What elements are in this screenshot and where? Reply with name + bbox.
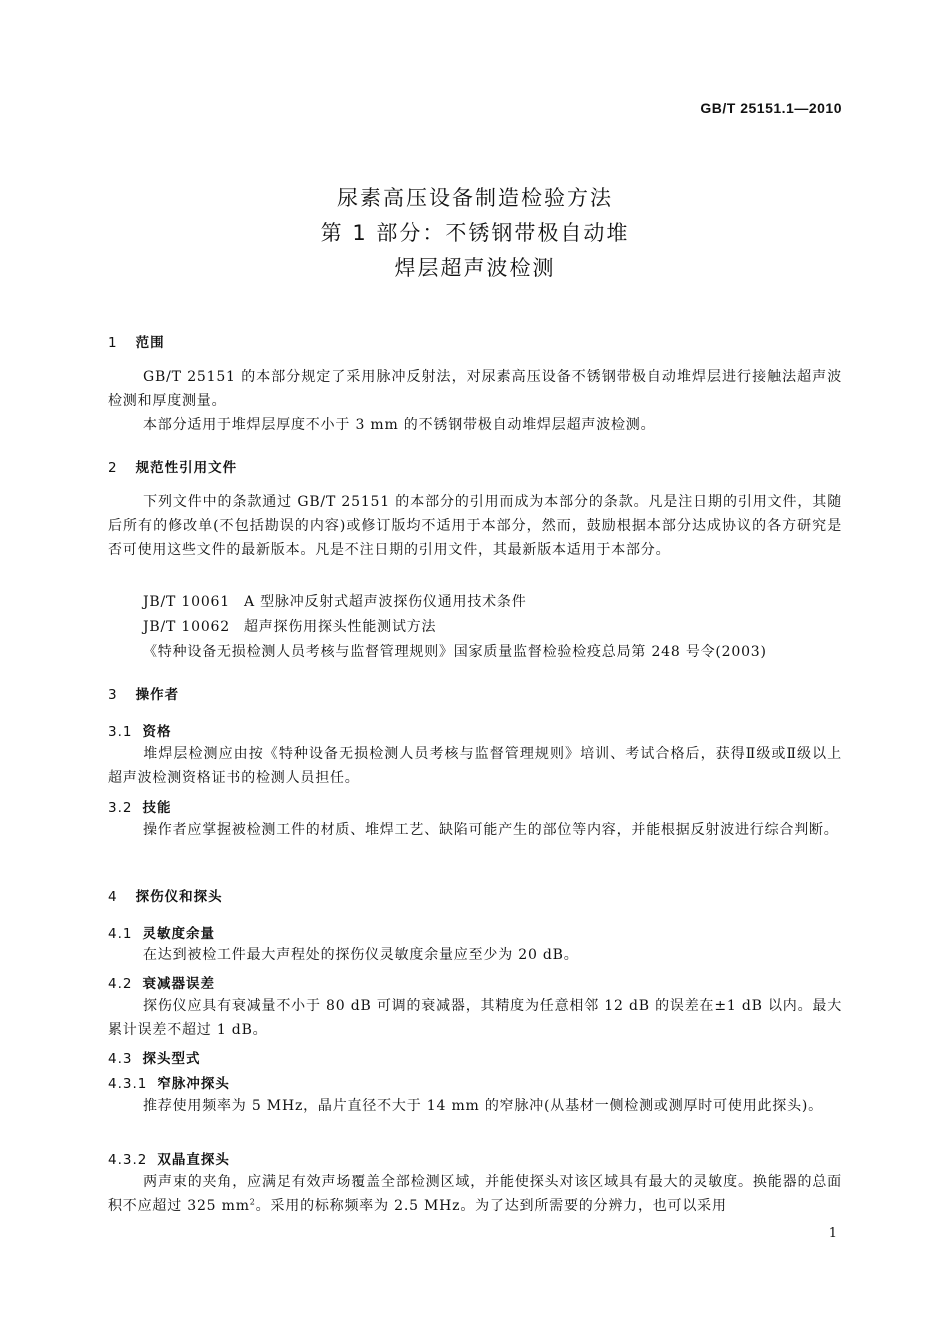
reference-title: 《特种设备无损检测人员考核与监督管理规则》国家质量监督检验检疫总局第 248 号令(2003) bbox=[143, 644, 767, 660]
section-1-heading bbox=[108, 331, 165, 351]
reference-item bbox=[108, 615, 842, 639]
section-number: 2 bbox=[108, 460, 118, 476]
section-number: 3.2 bbox=[108, 800, 133, 816]
section-number: 4.3.1 bbox=[108, 1076, 148, 1092]
subsection-3-1-heading bbox=[108, 720, 171, 740]
subsection-4-2-paragraph: 探伤仪应具有衰减量不小于 80 dB 可调的衰减器，其精度为任意相邻 12 dB 的误差在±1 dB 以内。最大累计误差不超过 1 dB。 bbox=[108, 998, 842, 1038]
subsection-4-2-heading bbox=[108, 972, 215, 992]
section-title: 技能 bbox=[142, 800, 172, 816]
section-title: 探伤仪和探头 bbox=[135, 889, 223, 905]
reference-title: A 型脉冲反射式超声波探伤仪通用技术条件 bbox=[243, 594, 527, 610]
reference-item bbox=[108, 640, 842, 664]
section-title: 双晶直探头 bbox=[157, 1152, 230, 1168]
section-title: 灵敏度余量 bbox=[142, 926, 215, 942]
document-title bbox=[0, 181, 950, 286]
subsection-3-1-paragraph: 堆焊层检测应由按《特种设备无损检测人员考核与监督管理规则》培训、考试合格后，获得Ⅱ级或Ⅱ级以上超声波检测资格证书的检测人员担任。 bbox=[108, 746, 842, 786]
section-4-heading bbox=[108, 885, 223, 905]
title-line-3: 焊层超声波检测 bbox=[394, 256, 556, 280]
section-title: 操作者 bbox=[135, 687, 180, 703]
section-number: 4.3.2 bbox=[108, 1152, 148, 1168]
subsection-4-1-heading bbox=[108, 922, 215, 942]
subsection-3-2-paragraph: 操作者应掌握被检测工件的材质、堆焊工艺、缺陷可能产生的部位等内容，并能根据反射波进行综合判断。 bbox=[143, 822, 839, 838]
standard-code: GB/T 25151.1—2010 bbox=[700, 100, 842, 116]
section-2-heading bbox=[108, 456, 237, 476]
title-line-1: 尿素高压设备制造检验方法 bbox=[337, 186, 613, 210]
section-number: 4.2 bbox=[108, 976, 133, 992]
subsection-4-3-1-heading bbox=[108, 1072, 230, 1092]
section-2-paragraph: 下列文件中的条款通过 GB/T 25151 的本部分的引用而成为本部分的条款。凡是注日期的引用文件，其随后所有的修改单(不包括勘误的内容)或修订版均不适用于本部分，然而，鼓励根据本部分达成协议的各方研究是否可使用这些文件的最新版本。凡是不注日期的引用文件，其最新版本适用于本部分。 bbox=[108, 494, 842, 558]
section-title: 资格 bbox=[142, 724, 172, 740]
section-1-paragraph-2: 本部分适用于堆焊层厚度不小于 3 mm 的不锈钢带极自动堆焊层超声波检测。 bbox=[143, 417, 656, 433]
reference-code: JB/T 10062 bbox=[143, 619, 230, 635]
subsection-4-3-1-paragraph: 推荐使用频率为 5 MHz，晶片直径不大于 14 mm 的窄脉冲(从基材一侧检测或测厚时可使用此探头)。 bbox=[143, 1098, 823, 1114]
subsection-4-3-2-heading bbox=[108, 1148, 230, 1168]
superscript: 2 bbox=[249, 1197, 256, 1207]
section-number: 4.3 bbox=[108, 1051, 133, 1067]
section-number: 4.1 bbox=[108, 926, 133, 942]
section-number: 3.1 bbox=[108, 724, 133, 740]
subsection-3-2-heading bbox=[108, 796, 171, 816]
page-number: 1 bbox=[828, 1226, 837, 1241]
subsection-4-1-paragraph: 在达到被检工件最大声程处的探伤仪灵敏度余量应至少为 20 dB。 bbox=[143, 947, 579, 963]
section-1-paragraph-1: GB/T 25151 的本部分规定了采用脉冲反射法，对尿素高压设备不锈钢带极自动堆焊层进行接触法超声波检测和厚度测量。 bbox=[108, 369, 842, 409]
reference-item bbox=[108, 590, 842, 614]
subsection-4-3-heading bbox=[108, 1047, 200, 1067]
section-title: 规范性引用文件 bbox=[135, 460, 238, 476]
section-title: 探头型式 bbox=[142, 1051, 201, 1067]
section-title: 范围 bbox=[135, 335, 165, 351]
reference-title: 超声探伤用探头性能测试方法 bbox=[243, 619, 437, 635]
section-number: 3 bbox=[108, 687, 118, 703]
section-number: 4 bbox=[108, 889, 118, 905]
section-title: 窄脉冲探头 bbox=[157, 1076, 230, 1092]
section-3-heading bbox=[108, 683, 179, 703]
section-number: 1 bbox=[108, 335, 118, 351]
title-line-2: 第 1 部分：不锈钢带极自动堆 bbox=[320, 221, 630, 245]
reference-code: JB/T 10061 bbox=[143, 594, 230, 610]
section-title: 衰减器误差 bbox=[142, 976, 215, 992]
subsection-4-3-2-paragraph: 两声束的夹角，应满足有效声场覆盖全部检测区域，并能使探头对该区域具有最大的灵敏度。换能器的总面积不应超过 325 $mm^2$。采用的标称频率为 2.5 MHz。为了达到所需要的分辨力，也可以采用 bbox=[108, 1174, 842, 1214]
